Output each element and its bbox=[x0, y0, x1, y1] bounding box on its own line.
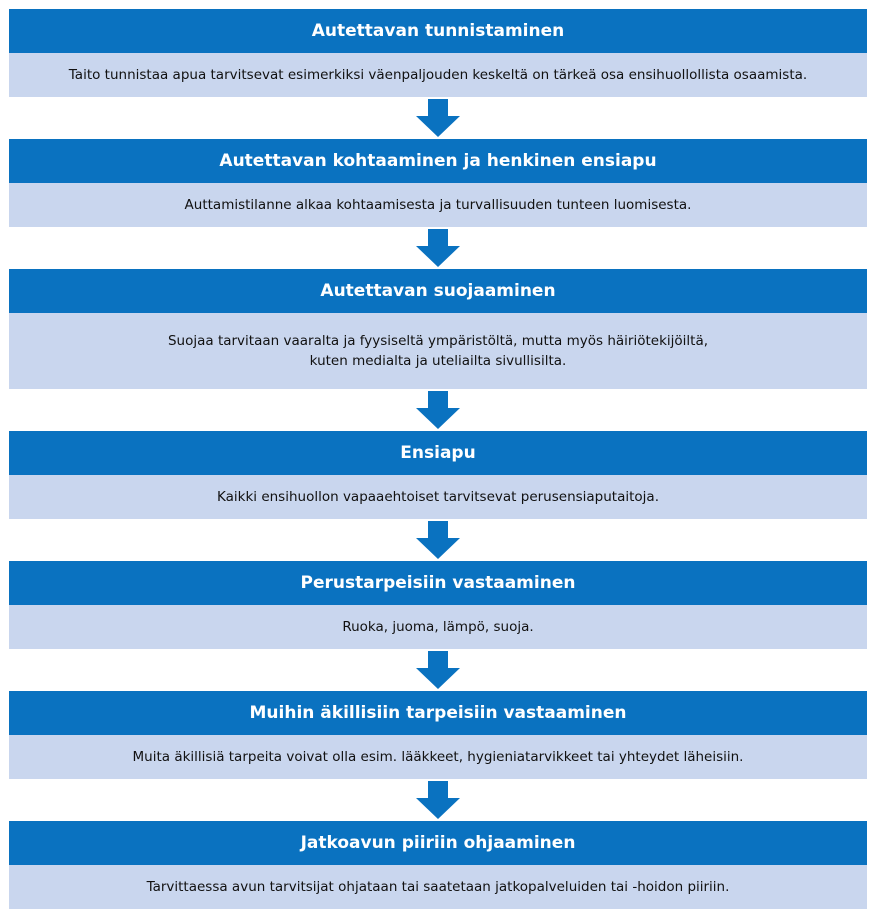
step-title: Ensiapu bbox=[9, 431, 867, 475]
down-arrow-icon bbox=[9, 389, 867, 431]
description-line: Auttamistilanne alkaa kohtaamisesta ja turvallisuuden tunteen luomisesta. bbox=[184, 197, 692, 213]
description-line: Suojaa tarvitaan vaaralta ja fyysiseltä ympäristöltä, mutta myös häiriötekijöiltä, bbox=[167, 333, 709, 349]
step-5 bbox=[9, 561, 867, 649]
step-description bbox=[9, 313, 867, 389]
step-title: Jatkoavun piiriin ohjaaminen bbox=[9, 821, 867, 865]
down-arrow-icon bbox=[9, 519, 867, 561]
step-title: Autettavan kohtaaminen ja henkinen ensiapu bbox=[9, 139, 867, 183]
step-title: Muihin äkillisiin tarpeisiin vastaaminen bbox=[9, 691, 867, 735]
description-line: Kaikki ensihuollon vapaaehtoiset tarvitsevat perusensiaputaitoja. bbox=[217, 489, 659, 505]
description-line: Tarvittaessa avun tarvitsijat ohjataan tai saatetaan jatkopalveluiden tai -hoidon piiriin. bbox=[146, 879, 730, 895]
description-line: Taito tunnistaa apua tarvitsevat esimerkiksi väenpaljouden keskeltä on tärkeä osa ensihuollollista osaamista. bbox=[68, 67, 808, 83]
description-line: kuten medialta ja uteliailta sivullisilta. bbox=[309, 353, 567, 369]
step-description bbox=[9, 183, 867, 227]
step-description bbox=[9, 605, 867, 649]
step-4 bbox=[9, 431, 867, 519]
process-flow bbox=[9, 9, 867, 909]
step-6 bbox=[9, 691, 867, 779]
step-3 bbox=[9, 269, 867, 389]
step-title: Autettavan suojaaminen bbox=[9, 269, 867, 313]
down-arrow-icon bbox=[9, 649, 867, 691]
description-line: Muita äkillisiä tarpeita voivat olla esim. lääkkeet, hygieniatarvikkeet tai yhteydet läheisiin. bbox=[132, 749, 744, 765]
step-description bbox=[9, 735, 867, 779]
down-arrow-icon bbox=[9, 97, 867, 139]
step-description bbox=[9, 53, 867, 97]
step-7 bbox=[9, 821, 867, 909]
down-arrow-icon bbox=[9, 779, 867, 821]
step-description bbox=[9, 475, 867, 519]
down-arrow-icon bbox=[9, 227, 867, 269]
step-2 bbox=[9, 139, 867, 227]
step-title: Autettavan tunnistaminen bbox=[9, 9, 867, 53]
description-line: Ruoka, juoma, lämpö, suoja. bbox=[342, 619, 534, 635]
step-title: Perustarpeisiin vastaaminen bbox=[9, 561, 867, 605]
step-description bbox=[9, 865, 867, 909]
step-1 bbox=[9, 9, 867, 97]
